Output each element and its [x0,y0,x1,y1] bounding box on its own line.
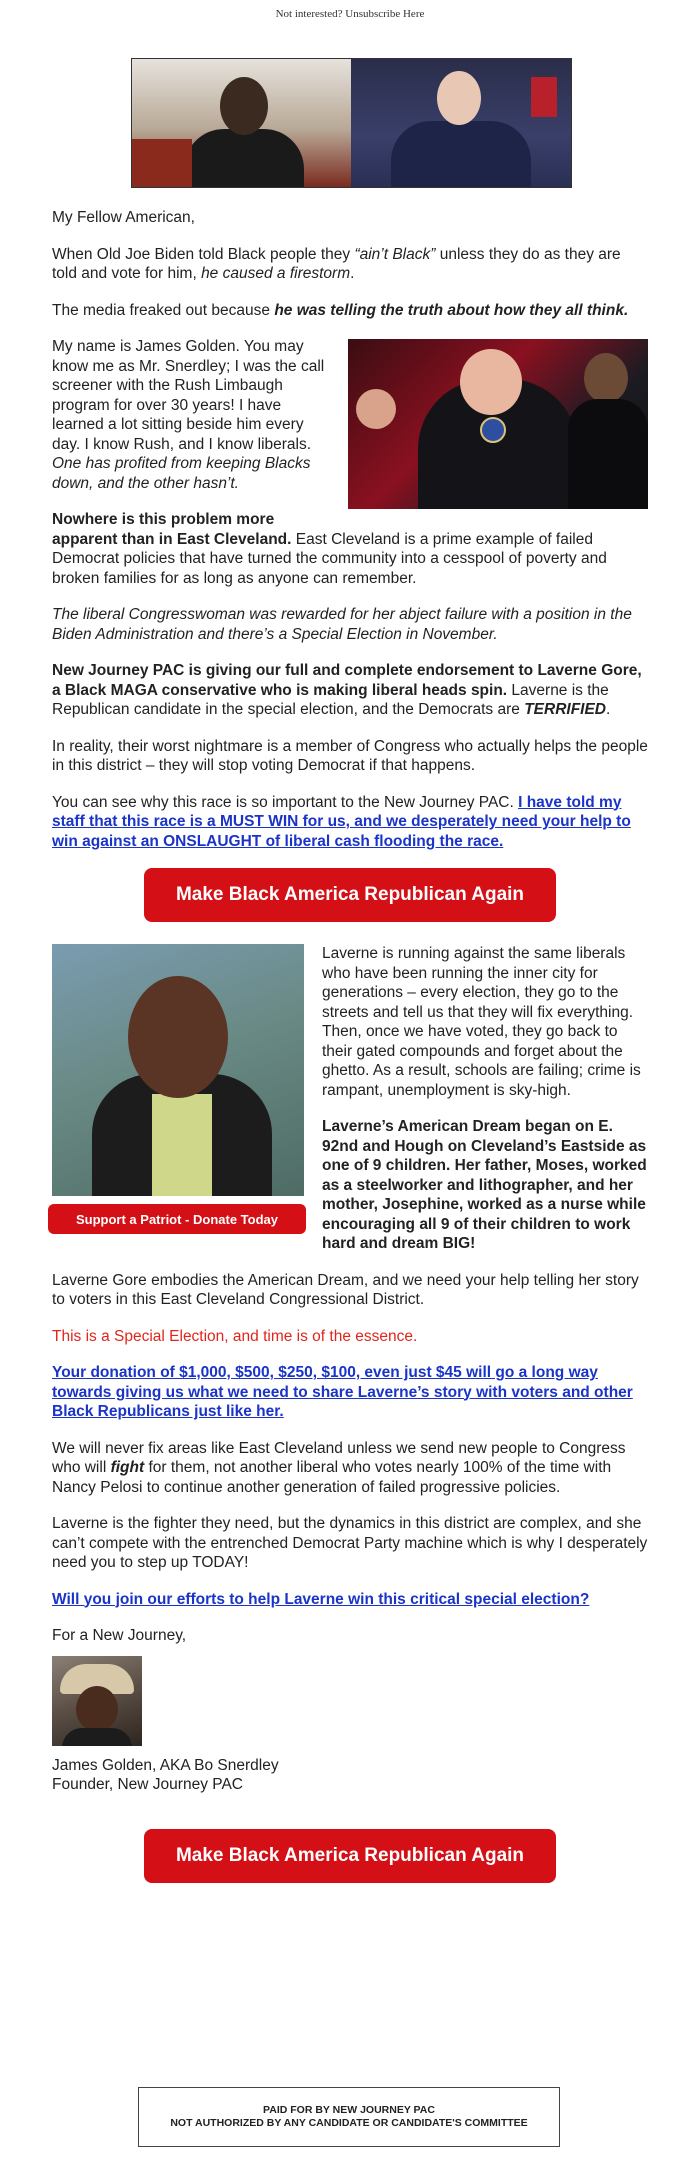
paid-for-disclaimer [138,2087,560,2147]
p1-quote: “ain’t Black” [354,245,436,263]
hero-person-right-body [391,121,531,188]
disclaimer-line-1: PAID FOR BY NEW JOURNEY PAC [263,2104,435,2116]
rush-photo-head [460,349,522,415]
p2-emphasis: he was telling the truth about how they all think. [274,301,629,319]
closing: For a New Journey, [52,1627,187,1644]
paragraph-9: Laverne is running against the same liberals who have been running the inner city for generations – every election, they go to the streets and tell us that they will fix everything. Then, once we have voted, they go back to their gated compounds and forget about the ghetto. As a result, schools are failing; crime is rampant, unemployment is sky-high. [322,945,641,1099]
signature-block [52,1756,648,1795]
cta-button-top[interactable]: Make Black America Republican Again [144,868,556,922]
hero-pane-left [132,59,351,187]
paragraph-10: Laverne’s American Dream began on E. 92nd and Hough on Cleveland’s Eastside as one of 9 children. Her father, Moses, worked as a steelworker and lithographer, and her mother, Josephine, worked as a nurse while encouraging all 9 of their children to work hard and dream BIG! [322,1118,647,1252]
paragraph-2 [52,301,648,321]
letter-body [52,208,648,1883]
rush-photo-crowd-head [356,389,396,429]
p4-bold: Nowhere is this problem more apparent than in East Cleveland. [52,511,292,548]
unsubscribe-line [0,8,700,20]
paragraph-16 [52,1590,648,1610]
cta-button-bottom[interactable]: Make Black America Republican Again [144,1829,556,1883]
hero-person-left-body [184,129,304,188]
paragraph-15: Laverne is the fighter they need, but the dynamics in this district are complex, and she can’t compete with the entrenched Democrat Party machine which is why I desperately need you to step up TODAY! [52,1515,648,1571]
paragraph-13 [52,1363,648,1422]
p6-period: . [606,701,611,718]
laverne-photo-shirt [152,1094,212,1196]
p14-fight: fight [110,1459,145,1476]
rush-photo-woman-body [568,399,648,509]
cta-row-1 [52,868,648,922]
p14-text-c: for them, not another liberal who votes nearly 100% of the time with Nancy Pelosi to continue another generation of failed progressive policies. [52,1459,612,1496]
p6-terrified: TERRIFIED [524,701,606,718]
p1-text-d: . [350,265,355,282]
sig-photo-head [76,1686,118,1732]
hero-image [131,58,572,188]
p1-text-a: When Old Joe Biden told Black people they [52,245,355,263]
laverne-photo-block [48,944,308,1234]
hero-pane-right [351,59,571,187]
salutation: My Fellow American, [52,209,195,226]
hero-person-right-head [437,71,481,125]
p1-text-b: unless they do as they are told and vote for him, [52,245,621,282]
james-golden-photo [52,1656,142,1746]
p6-text: Laverne is the Republican candidate in the special election, and the Democrats are [52,681,609,718]
must-win-link[interactable]: I have told my staff that this race is a MUST WIN for us, and we desperately need your help to win against an ONSLAUGHT of liberal cash flooding the race. [52,793,631,850]
p2-text-a: The media freaked out because [52,301,275,319]
paragraph-6 [52,661,648,720]
laverne-gore-photo [52,944,304,1196]
cta-row-2 [52,1829,648,1883]
paragraph-12: This is a Special Election, and time is of the essence. [52,1327,418,1345]
p6-bold: New Journey PAC is giving our full and complete endorsement to Laverne Gore, a Black MAGA conservative who is making liberal heads spin. [52,662,642,699]
p3-text-a: My name is James Golden. You may know me as Mr. Snerdley; I was the call screener with the Rush Limbaugh program for over 30 years! I have learned a lot sitting beside him every day. I know Rush, and I know liberals. [52,338,325,453]
join-efforts-link[interactable]: Will you join our efforts to help Laverne win this critical special election? [52,1590,590,1608]
hero-flag [531,77,557,117]
p3-italic: One has profited from keeping Blacks down, and the other hasn’t. [52,455,311,492]
p8-text: You can see why this race is so important to the New Journey PAC. [52,793,519,811]
signature-title: Founder, New Journey PAC [52,1776,243,1793]
paragraph-4 [52,510,648,588]
rush-limbaugh-photo [348,339,648,509]
donation-amounts-link[interactable]: Your donation of $1,000, $500, $250, $100, even just $45 will go a long way towards giving us what we need to share Laverne’s story with voters and other Black Republicans just like her. [52,1364,633,1420]
disclaimer-line-2: NOT AUTHORIZED BY ANY CANDIDATE OR CANDIDATE'S COMMITTEE [170,2117,528,2129]
p1-text-c: he caused a firestorm [201,265,351,282]
p14-text-a: We will never fix areas like East Cleveland unless we send new people to Congress who will [52,1439,626,1476]
unsubscribe-link[interactable]: Not interested? Unsubscribe Here [275,8,425,20]
paragraph-11: Laverne Gore embodies the American Dream, and we need your help telling her story to voters in this East Cleveland Congressional District. [52,1271,639,1308]
hero-person-left-head [220,77,268,135]
laverne-photo-head [128,976,228,1098]
paragraph-14 [52,1439,648,1498]
sig-photo-body [62,1728,132,1746]
donate-today-button[interactable]: Support a Patriot - Donate Today [48,1204,306,1234]
signature-name: James Golden, AKA Bo Snerdley [52,1756,279,1774]
hero-chair [132,139,192,187]
rush-photo-woman-head [584,353,628,403]
paragraph-5: The liberal Congresswoman was rewarded for her abject failure with a position in the Biden Administration and there’s a Special Election in November. [52,606,632,643]
p4-text: East Cleveland is a prime example of failed Democrat policies that have turned the community into a cesspool of poverty and broken families for as long as anyone can remember. [52,530,607,587]
paragraph-7: In reality, their worst nightmare is a member of Congress who actually helps the people in this district – they will stop voting Democrat if that happens. [52,737,648,774]
paragraph-8 [52,793,648,852]
medal-icon [480,417,506,443]
paragraph-1 [52,245,648,284]
